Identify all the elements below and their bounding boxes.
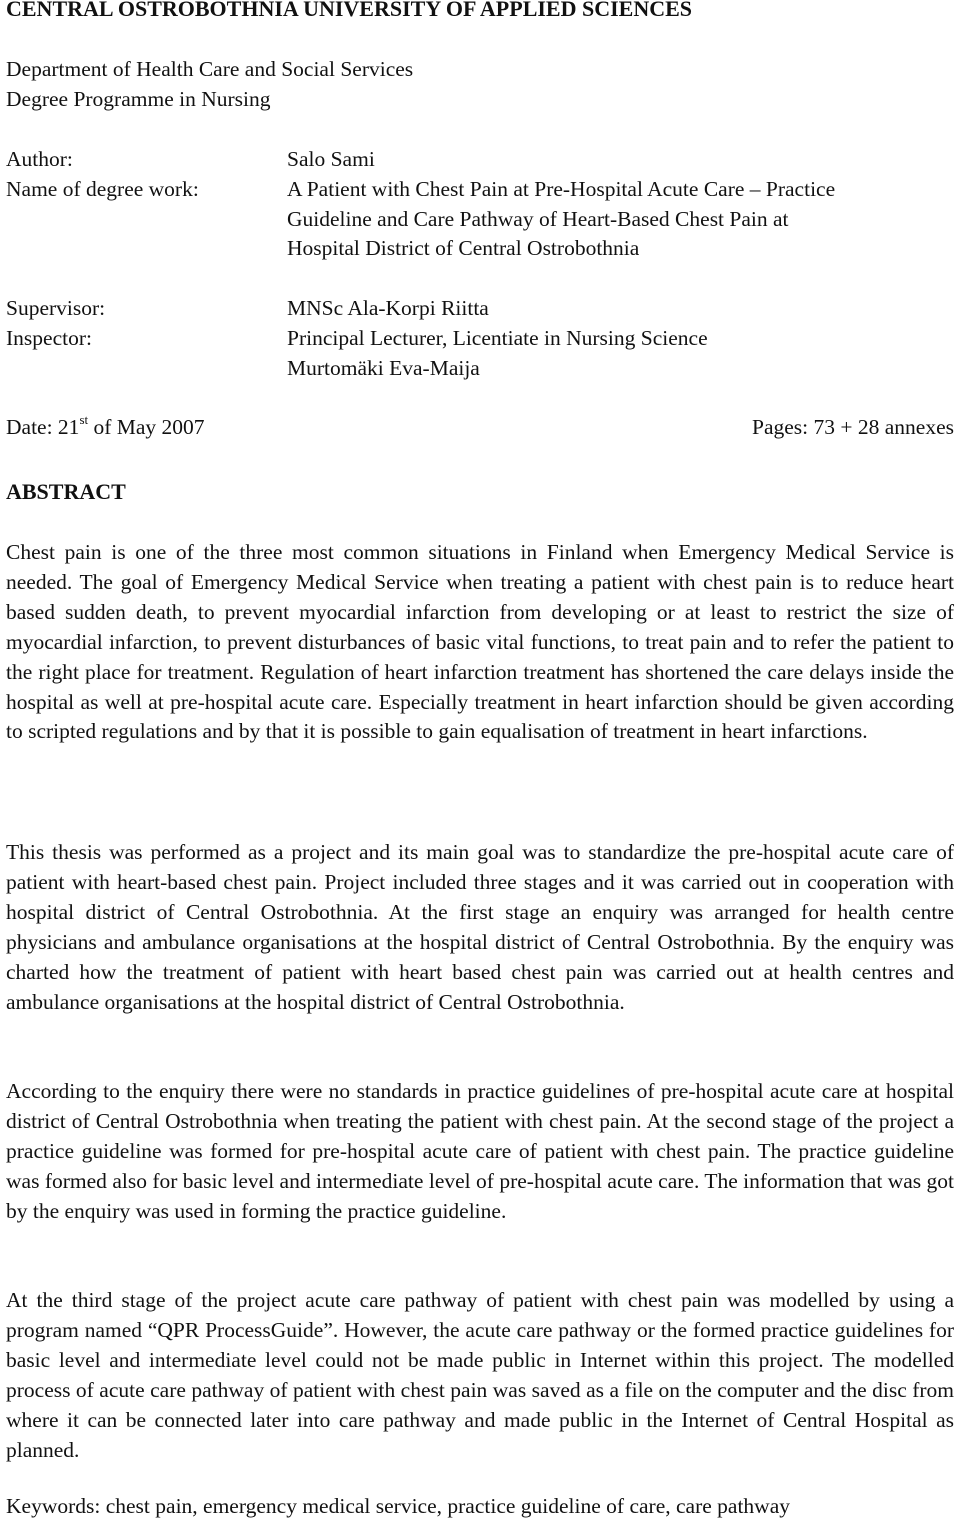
abstract-heading: ABSTRACT [6,479,126,504]
department-name: Department of Health Care and Social Services [6,57,414,81]
inspector-line: Murtomäki Eva-Maija [287,356,480,380]
inspector-line: Principal Lecturer, Licentiate in Nursing Science [287,326,708,350]
inspector-label: Inspector: [6,326,92,350]
date-suffix: of May 2007 [88,415,205,439]
abstract-paragraph: According to the enquiry there were no standards in practice guidelines of pre-hospital acute care at hospital district of Central Ostrobothnia when treating the patient with chest pain. At the second stage of the project a practice guideline was formed for pre-hospital acute care of patient with chest pain. The practice guideline was formed also for basic level and intermediate level of pre-hospital acute care. The information that was got by the enquiry was used in forming the practice guideline. [6,1079,954,1223]
author-name: Salo Sami [287,147,375,171]
abstract-paragraph: At the third stage of the project acute care pathway of patient with chest pain was modelled by using a program named “QPR ProcessGuide”. However, the acute care pathway or the formed practice guidelines for basic level and intermediate level could not be made public in Internet within this project. The modelled process of acute care pathway of patient with chest pain was saved as a file on the computer and the disc from where it can be connected later into care pathway and made public in the Internet of Central Hospital as planned. [6,1288,954,1462]
date-prefix: Date: 21 [6,415,80,439]
supervisor-label: Supervisor: [6,296,106,320]
work-title-line: Guideline and Care Pathway of Heart-Based Chest Pain at [287,207,789,231]
abstract-paragraph: Chest pain is one of the three most common situations in Finland when Emergency Medical Service is needed. The goal of Emergency Medical Service when treating a patient with chest pain is to reduce heart based sudden death, to prevent myocardial infarction from developing or at least to restrict the size of myocardial infarction, to prevent disturbances of basic vital functions, to treat pain and to refer the patient to the right place for treatment. Regulation of heart infarction treatment has shortened the care delays inside the hospital as well at pre-hospital acute care. Especially treatment in heart infarction should be given according to scripted regulations and by that it is possible to gain equalisation of treatment in heart infarctions. [6,540,954,744]
date [6,412,205,440]
page-count: Pages: 73 + 28 annexes [751,415,954,439]
author-label: Author: [6,147,73,171]
keywords: Keywords: chest pain, emergency medical service, practice guideline of care, care pathway [6,1494,790,1518]
date-ordinal: st [79,412,89,427]
work-title-line: Hospital District of Central Ostrobothnia [287,236,640,260]
abstract-paragraph: This thesis was performed as a project and its main goal was to standardize the pre-hospital acute care of patient with heart-based chest pain. Project included three stages and it was carried out in cooperation with hospital district of Central Ostrobothnia. At the first stage an enquiry was arranged for health centre physicians and ambulance organisations at the hospital district of Central Ostrobothnia. By the enquiry was charted how the treatment of patient with heart based chest pain was carried out at health centres and ambulance organisations at the hospital district of Central Ostrobothnia. [6,840,954,1014]
degree-programme: Degree Programme in Nursing [6,87,271,111]
supervisor-name: MNSc Ala-Korpi Riitta [287,296,489,320]
date-pages-row [6,412,954,445]
work-title-line: A Patient with Chest Pain at Pre-Hospital Acute Care – Practice [287,177,836,201]
university-title: CENTRAL OSTROBOTHNIA UNIVERSITY OF APPLIED SCIENCES [6,0,693,21]
work-label: Name of degree work: [6,177,199,201]
